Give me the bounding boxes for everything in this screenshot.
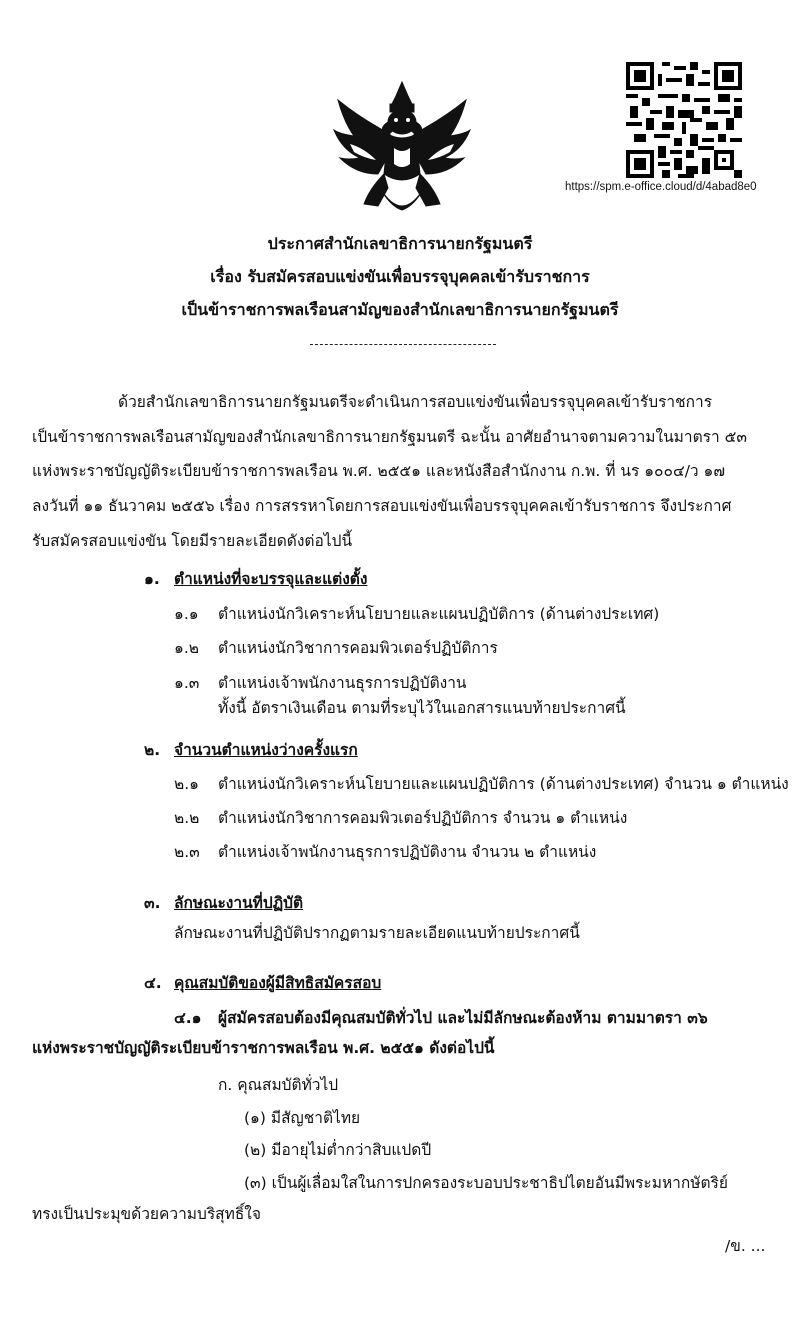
section-3-number: ๓.: [144, 894, 161, 912]
qualification-1: (๑) มีสัญชาติไทย: [244, 1109, 361, 1127]
intro-line-3: แห่งพระราชบัญญัติระเบียบข้าราชการพลเรือน พ.ศ. ๒๕๕๑ และหนังสือสำนักงาน ก.พ. ที่ นร ๑๐๐๔/ว ๑๗: [32, 462, 726, 480]
item-1-3-number: ๑.๓: [174, 674, 200, 692]
item-1-2-number: ๑.๒: [174, 639, 199, 657]
qualification-3-line-2: ทรงเป็นประมุขด้วยความบริสุทธิ์ใจ: [32, 1205, 261, 1223]
intro-line-4: ลงวันที่ ๑๑ ธันวาคม ๒๕๕๖ เรื่อง การสรรหาโดยการสอบแข่งขันเพื่อบรรจุบุคคลเข้ารับราชการ จึงประกาศ: [32, 497, 732, 515]
section-1-number: ๑.: [144, 570, 160, 588]
continuation-marker: /ข. ...: [725, 1237, 766, 1255]
section-2-number: ๒.: [144, 741, 161, 759]
section-3-heading: ลักษณะงานที่ปฏิบัติ: [174, 894, 304, 912]
garuda-emblem-icon: [330, 78, 474, 224]
title-line-3: เป็นข้าราชการพลเรือนสามัญของสำนักเลขาธิการนายกรัฐมนตรี: [181, 300, 619, 319]
salary-note: ทั้งนี้ อัตราเงินเดือน ตามที่ระบุไว้ในเอกสารแนบท้ายประกาศนี้: [218, 699, 626, 717]
intro-line-2: เป็นข้าราชการพลเรือนสามัญของสำนักเลขาธิการนายกรัฐมนตรี ฉะนั้น อาศัยอำนาจตามความในมาตรา ๕๓: [32, 428, 747, 446]
item-2-1-number: ๒.๑: [174, 775, 199, 793]
item-4-1-line-1: ผู้สมัครสอบต้องมีคุณสมบัติทั่วไป และไม่มีลักษณะต้องห้าม ตามมาตรา ๓๖: [218, 1009, 708, 1027]
item-2-2-number: ๒.๒: [174, 809, 200, 827]
item-2-3-number: ๒.๓: [174, 843, 200, 861]
qualification-2: (๒) มีอายุไม่ต่ำกว่าสิบแปดปี: [244, 1141, 432, 1159]
section-3-body: ลักษณะงานที่ปฏิบัติปรากฏตามรายละเอียดแนบท้ายประกาศนี้: [174, 924, 580, 942]
item-1-2-text: ตำแหน่งนักวิชาการคอมพิวเตอร์ปฏิบัติการ: [218, 639, 498, 657]
title-divider: [310, 344, 496, 345]
item-1-1-number: ๑.๑: [174, 605, 199, 623]
intro-line-5: รับสมัครสอบแข่งขัน โดยมีรายละเอียดดังต่อไปนี้: [32, 532, 353, 550]
item-2-2-text: ตำแหน่งนักวิชาการคอมพิวเตอร์ปฏิบัติการ จำนวน ๑ ตำแหน่ง: [218, 809, 628, 827]
title-line-2: เรื่อง รับสมัครสอบแข่งขันเพื่อบรรจุบุคคลเข้ารับราชการ: [210, 267, 590, 286]
section-2-heading: จำนวนตำแหน่งว่างครั้งแรก: [174, 741, 358, 759]
item-4-1-number: ๔.๑: [174, 1009, 202, 1027]
item-4-1-line-2: แห่งพระราชบัญญัติระเบียบข้าราชการพลเรือน พ.ศ. ๒๕๕๑ ดังต่อไปนี้: [32, 1039, 495, 1057]
qr-code-icon: [626, 62, 742, 178]
item-2-3-text: ตำแหน่งเจ้าพนักงานธุรการปฏิบัติงาน จำนวน ๒ ตำแหน่ง: [218, 843, 597, 861]
section-4-number: ๔.: [144, 974, 162, 992]
qualification-3-line-1: (๓) เป็นผู้เลื่อมใสในการปกครองระบอบประชาธิปไตยอันมีพระมหากษัตริย์: [244, 1174, 728, 1192]
item-2-1-text: ตำแหน่งนักวิเคราะห์นโยบายและแผนปฏิบัติการ (ด้านต่างประเทศ) จำนวน ๑ ตำแหน่ง: [218, 775, 789, 793]
title-line-1: ประกาศสำนักเลขาธิการนายกรัฐมนตรี: [267, 234, 533, 253]
qualification-group-heading: ก. คุณสมบัติทั่วไป: [218, 1076, 339, 1094]
intro-line-1: ด้วยสำนักเลขาธิการนายกรัฐมนตรีจะดำเนินการสอบแข่งขันเพื่อบรรจุบุคคลเข้ารับราชการ: [118, 393, 713, 411]
section-1-heading: ตำแหน่งที่จะบรรจุและแต่งตั้ง: [174, 570, 368, 588]
section-4-heading: คุณสมบัติของผู้มีสิทธิสมัครสอบ: [174, 974, 382, 992]
item-1-3-text: ตำแหน่งเจ้าพนักงานธุรการปฏิบัติงาน: [218, 674, 467, 692]
qr-url-text[interactable]: https://spm.e-office.cloud/d/4abad8e0: [565, 181, 757, 193]
item-1-1-text: ตำแหน่งนักวิเคราะห์นโยบายและแผนปฏิบัติการ (ด้านต่างประเทศ): [218, 605, 660, 623]
